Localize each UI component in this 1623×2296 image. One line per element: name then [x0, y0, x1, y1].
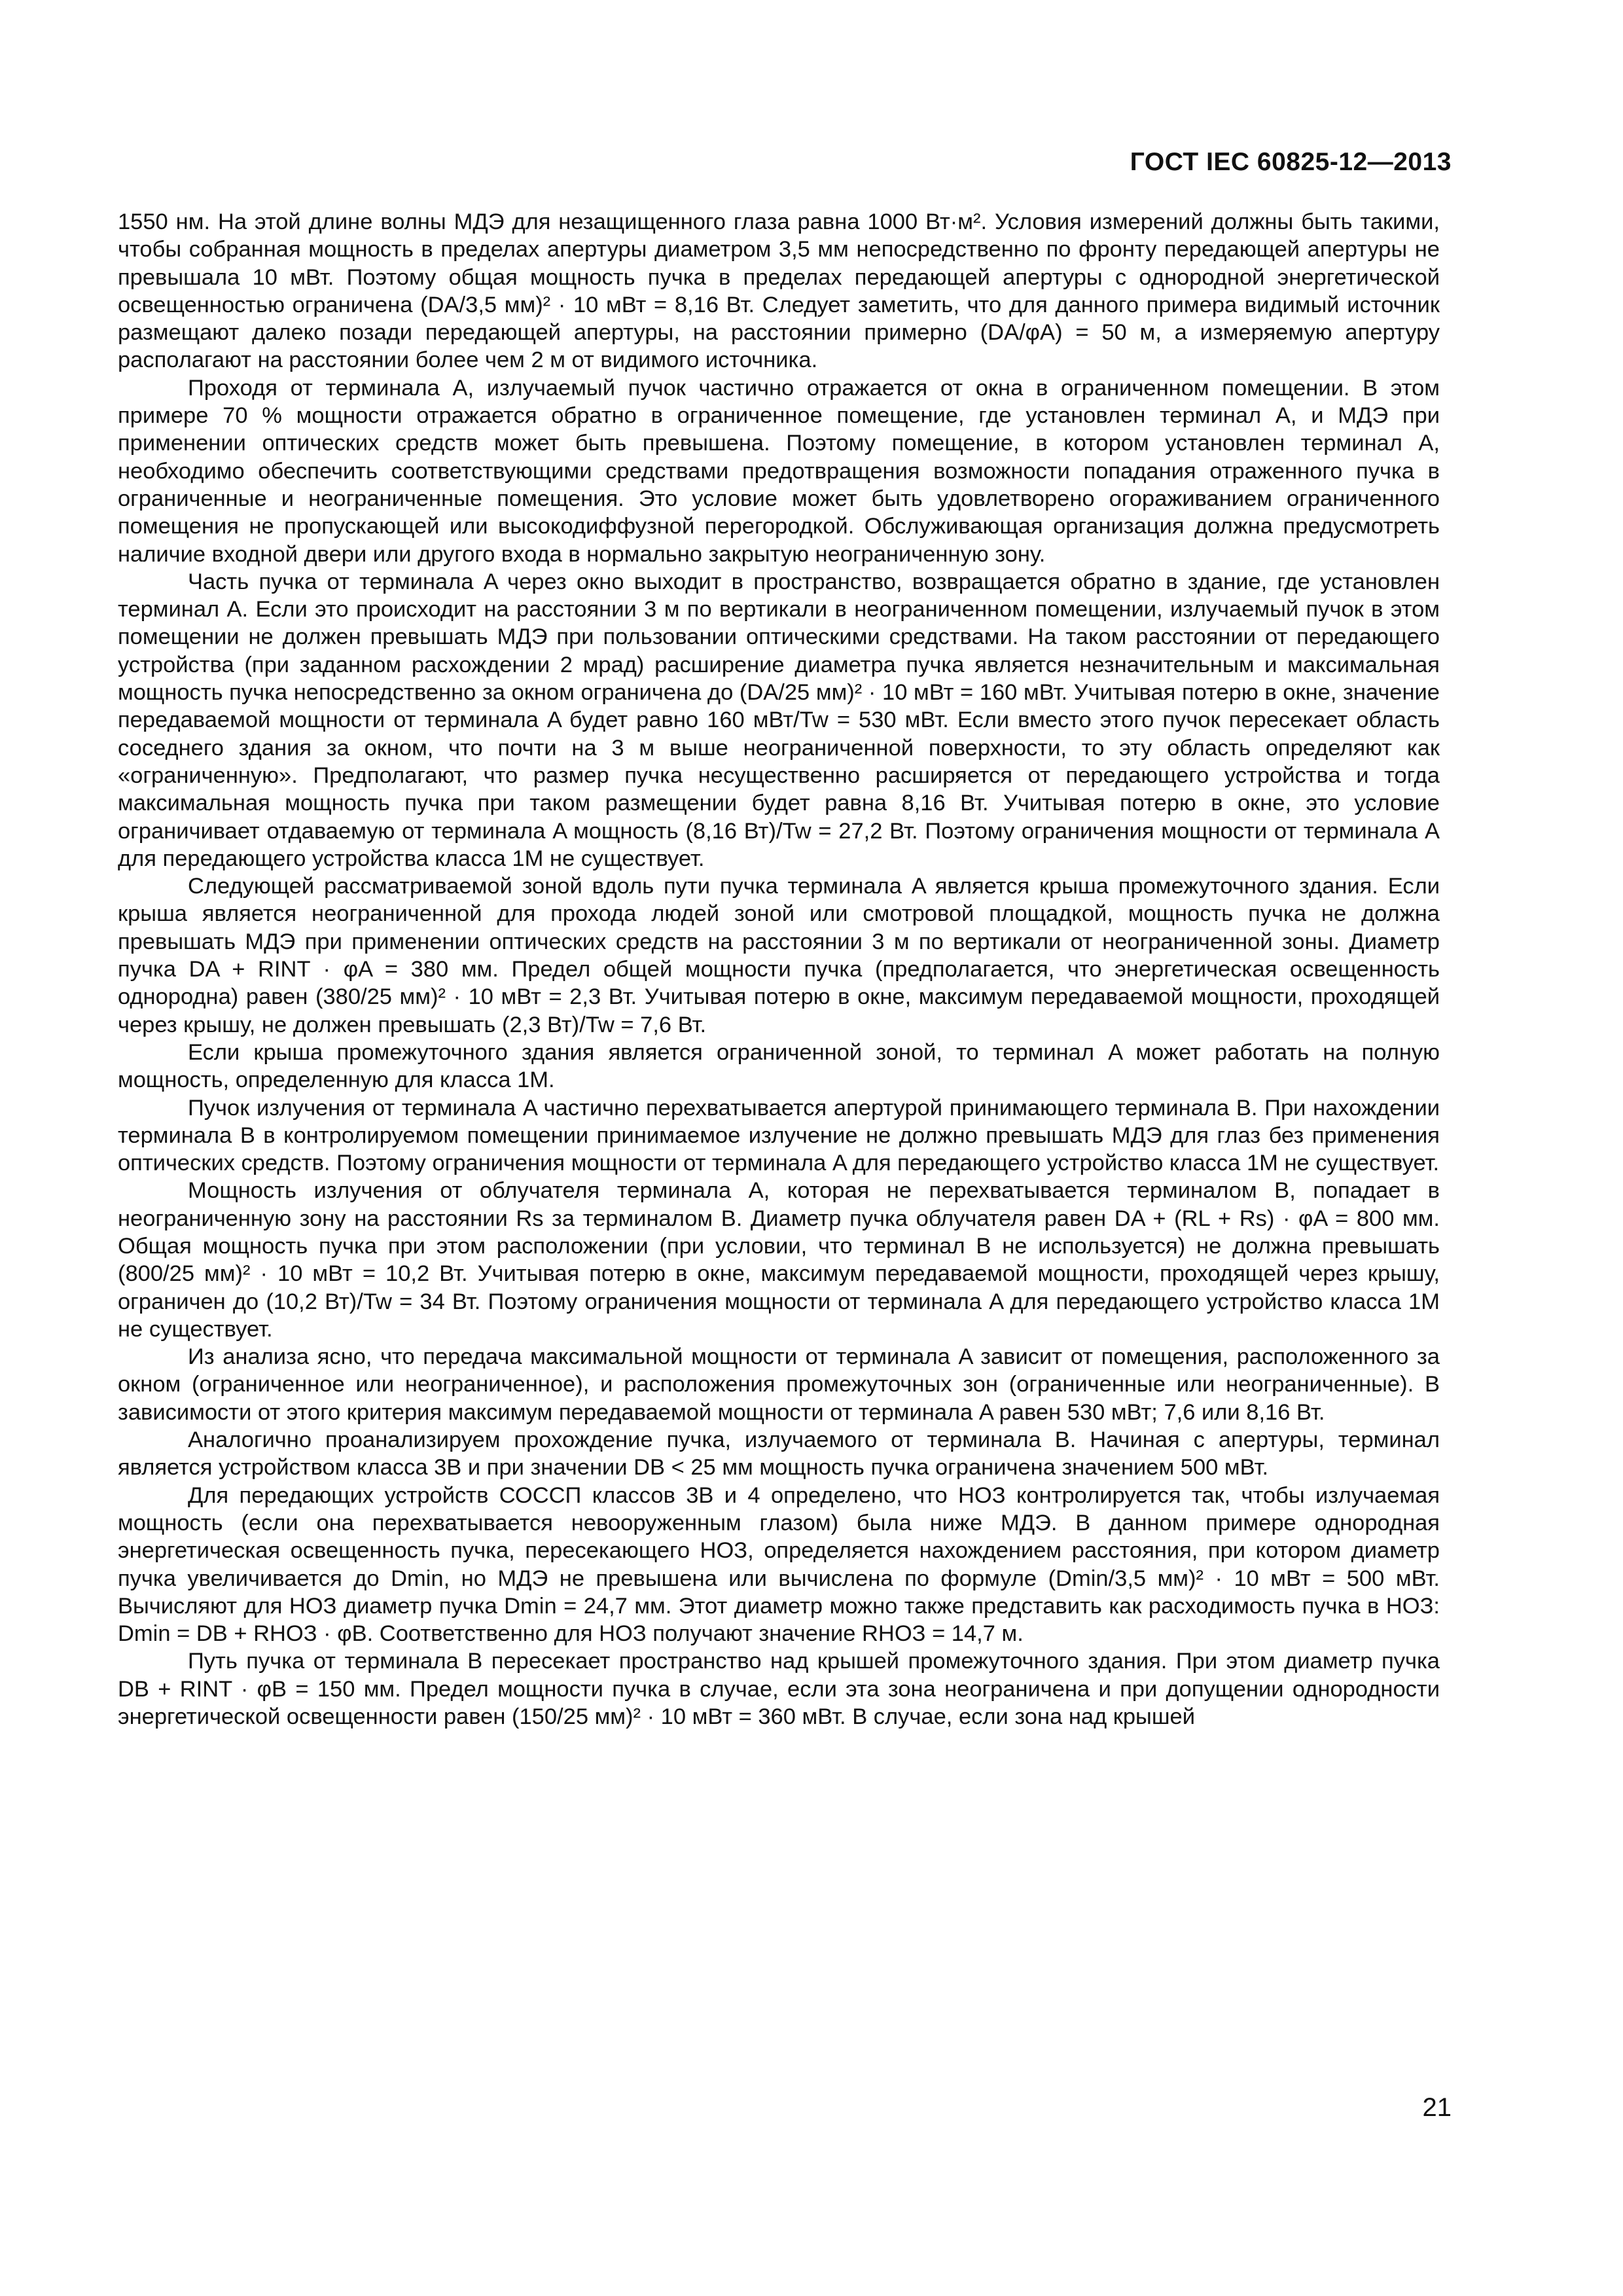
- paragraph-4: Следующей рассматриваемой зоной вдоль пути пучка терминала A является крыша промежуточного здания. Если крыша является неограниченной для прохода людей зоной или смотровой площадкой, мощность пучка не должна превышать МДЭ при применении оптических средств на расстоянии 3 м по вертикали от неограниченной зоны. Диаметр пучка DA + RINT · φA = 380 мм. Предел общей мощности пучка (предполагается, что энергетическая освещенность однородна) равен (380/25 мм)² · 10 мВт = 2,3 Вт. Учитывая потерю в окне, максимум передаваемой мощности, проходящей через крышу, не должен превышать (2,3 Вт)/Tw = 7,6 Вт.: [118, 874, 1440, 1037]
- paragraph-6: Пучок излучения от терминала A частично перехватывается апертурой принимающего терминала B. При нахождении терминала B в контролируемом помещении принимаемое излучение не должно превышать МДЭ для глаз без применения оптических средств. Поэтому ограничения мощности от терминала A для передающего устройство класса 1М не существует.: [118, 1095, 1440, 1176]
- document-header: ГОСТ IEC 60825-12—2013: [1130, 148, 1452, 176]
- paragraph-9: Аналогично проанализируем прохождение пучка, излучаемого от терминала B. Начиная с апертуры, терминал является устройством класса 3B и при значении DB < 25 мм мощность пучка ограничена значением 500 мВт.: [118, 1427, 1440, 1480]
- body-text: [118, 208, 1440, 1731]
- paragraph-8: Из анализа ясно, что передача максимальной мощности от терминала A зависит от помещения, расположенного за окном (ограниченное или неограниченное), и расположения промежуточных зон (ограниченные или неограниченные). В зависимости от этого критерия максимум передаваемой мощности от терминала A равен 530 мВт; 7,6 или 8,16 Вт.: [118, 1344, 1440, 1425]
- paragraph-3: Часть пучка от терминала A через окно выходит в пространство, возвращается обратно в здание, где установлен терминал A. Если это происходит на расстоянии 3 м по вертикали в неограниченном помещении, излучаемый пучок в этом помещении не должен превышать МДЭ при пользовании оптическими средствами. На таком расстоянии от передающего устройства (при заданном расхождении 2 мрад) расширение диаметра пучка является незначительным и максимальная мощность пучка непосредственно за окном ограничена до (DA/25 мм)² · 10 мВт = 160 мВт. Учитывая потерю в окне, значение передаваемой мощности от терминала A будет равно 160 мВт/Tw = 530 мВт. Если вместо этого пучок пересекает область соседнего здания за окном, что почти на 3 м выше неограниченной поверхности, то эту область определяют как «ограниченную». Предполагают, что размер пучка несущественно расширяется от передающего устройства и тогда максимальная мощность пучка при таком размещении будет равна 8,16 Вт. Учитывая потерю в окне, это условие ограничивает отдаваемую от терминала A мощность (8,16 Вт)/Tw = 27,2 Вт. Поэтому ограничения мощности от терминала A для передающего устройства класса 1М не существует.: [118, 569, 1440, 871]
- page-number: 21: [1422, 2093, 1452, 2122]
- paragraph-1: 1550 нм. На этой длине волны МДЭ для незащищенного глаза равна 1000 Вт·м². Условия измерений должны быть такими, чтобы собранная мощность в пределах апертуры диаметром 3,5 мм непосредственно по фронту передающей апертуры не превышала 10 мВт. Поэтому общая мощность пучка в пределах передающей апертуры с однородной энергетической освещенностью ограничена (DA/3,5 мм)² · 10 мВт = 8,16 Вт. Следует заметить, что для данного примера видимый источник размещают далеко позади передающей апертуры, на расстоянии примерно (DA/φA) = 50 м, а измеряемую апертуру располагают на расстоянии более чем 2 м от видимого источника.: [118, 209, 1440, 373]
- paragraph-11: Путь пучка от терминала B пересекает пространство над крышей промежуточного здания. При этом диаметр пучка DB + RINT · φB = 150 мм. Предел мощности пучка в случае, если эта зона неограничена и при допущении однородности энергетической освещенности равен (150/25 мм)² · 10 мВт = 360 мВт. В случае, если зона над крышей: [118, 1649, 1440, 1730]
- paragraph-5: Если крыша промежуточного здания является ограниченной зоной, то терминал A может работать на полную мощность, определенную для класса 1М.: [118, 1039, 1440, 1093]
- paragraph-2: Проходя от терминала A, излучаемый пучок частично отражается от окна в ограниченном помещении. В этом примере 70 % мощности отражается обратно в ограниченное помещение, где установлен терминал A, и МДЭ при применении оптических средств может быть превышена. Поэтому помещение, в котором установлен терминал A, необходимо обеспечить соответствующими средствами предотвращения возможности попадания отраженного пучка в ограниченные и неограниченные помещения. Это условие может быть удовлетворено огораживанием ограниченного помещения не пропускающей или высокодиффузной перегородкой. Обслуживающая организация должна предусмотреть наличие входной двери или другого входа в нормально закрытую неограниченную зону.: [118, 375, 1440, 567]
- paragraph-10: Для передающих устройств СОССП классов 3B и 4 определено, что НОЗ контролируется так, чтобы излучаемая мощность (если она перехватывается невооруженным глазом) была ниже МДЭ. В данном примере однородная энергетическая освещенность пучка, пересекающего НОЗ, определяется нахождением расстояния, при котором диаметр пучка увеличивается до Dmin, но МДЭ не превышена или вычислена по формуле (Dmin/3,5 мм)² · 10 мВт = 500 мВт. Вычисляют для НОЗ диаметр пучка Dmin = 24,7 мм. Этот диаметр можно также представить как расходимость пучка в НОЗ: Dmin = DB + RНОЗ · φB. Соответственно для НОЗ получают значение RНОЗ = 14,7 м.: [118, 1482, 1440, 1647]
- paragraph-7: Мощность излучения от облучателя терминала A, которая не перехватывается терминалом B, попадает в неограниченную зону на расстоянии Rs за терминалом B. Диаметр пучка облучателя равен DA + (RL + Rs) · φA = 800 мм. Общая мощность пучка при этом расположении (при условии, что терминал B не используется) не должна превышать (800/25 мм)² · 10 мВт = 10,2 Вт. Учитывая потерю в окне, максимум передаваемой мощности, проходящей через крышу, ограничен до (10,2 Вт)/Tw = 34 Вт. Поэтому ограничения мощности от терминала A для передающего устройство класса 1М не существует.: [118, 1178, 1440, 1342]
